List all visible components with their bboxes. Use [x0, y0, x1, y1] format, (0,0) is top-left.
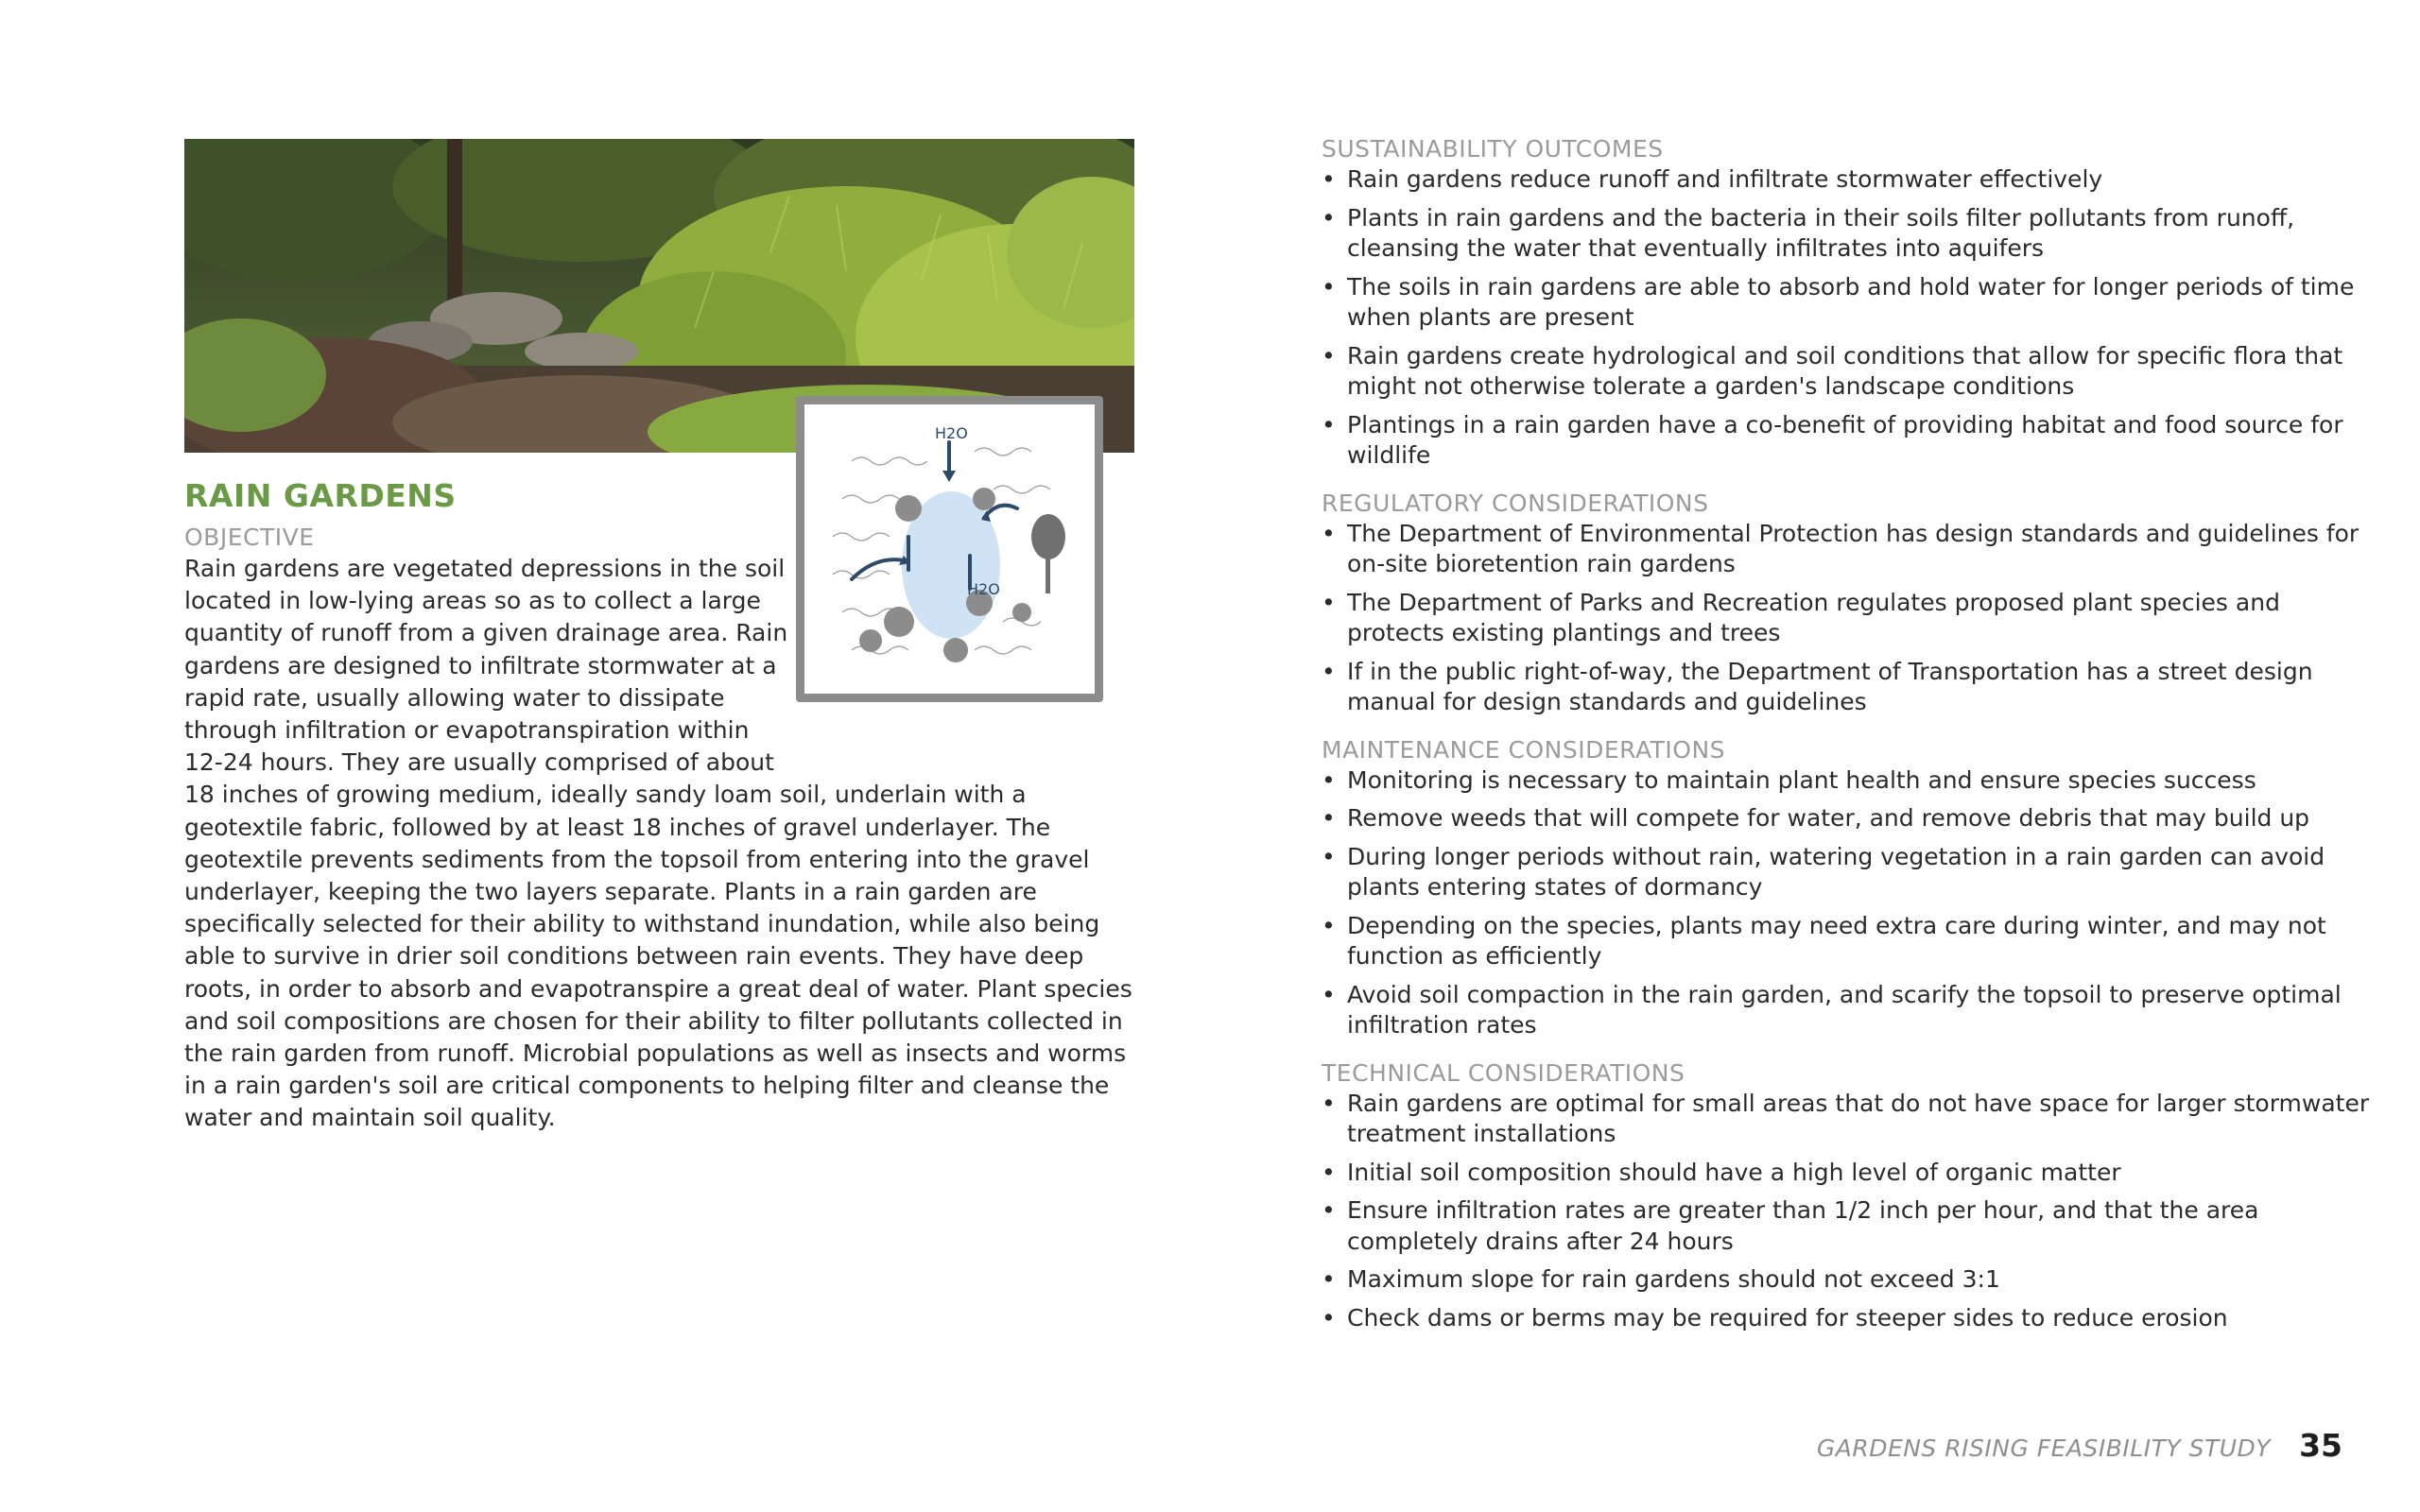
regulatory-list: [1322, 519, 2380, 718]
sustainability-list: [1322, 164, 2380, 472]
list-item: • The soils in rain gardens are able to absorb and hold water for longer periods of time when plants are present: [1322, 272, 2380, 334]
footer-title: GARDENS RISING FEASIBILITY STUDY: [1816, 1435, 2272, 1462]
list-item: • Rain gardens are optimal for small areas that do not have space for larger stormwater treatment installations: [1322, 1089, 2380, 1150]
list-item: • During longer periods without rain, watering vegetation in a rain garden can avoid plants entering states of dormancy: [1322, 842, 2380, 903]
list-item: • Avoid soil compaction in the rain garden, and scarify the topsoil to preserve optimal infiltration rates: [1322, 980, 2380, 1041]
technical-heading: TECHNICAL CONSIDERATIONS: [1322, 1058, 1685, 1087]
list-item: • Rain gardens reduce runoff and infiltrate stormwater effectively: [1322, 164, 2380, 196]
sustainability-section: [1322, 133, 2380, 472]
maintenance-list: [1322, 765, 2380, 1041]
list-item: • The Department of Parks and Recreation regulates proposed plant species and protects existing plantings and trees: [1322, 588, 2380, 649]
list-item: • Initial soil composition should have a high level of organic matter: [1322, 1158, 2380, 1189]
regulatory-heading: REGULATORY CONSIDERATIONS: [1322, 489, 1709, 517]
list-item: • Plants in rain gardens and the bacteria in their soils filter pollutants from runoff, cleansing the water that eventually infiltrates into aquifers: [1322, 203, 2380, 265]
list-item: • Rain gardens create hydrological and soil conditions that allow for specific flora that might not otherwise tolerate a garden's landscape conditions: [1322, 341, 2380, 403]
page-title: RAIN GARDENS: [184, 477, 457, 514]
list-item: • Check dams or berms may be required for steeper sides to reduce erosion: [1322, 1303, 2380, 1334]
diagram-label-top: H2O: [935, 424, 968, 442]
maintenance-section: [1322, 734, 2380, 1041]
list-item: • Ensure infiltration rates are greater than 1/2 inch per hour, and that the area completely drains after 24 hours: [1322, 1195, 2380, 1257]
regulatory-section: [1322, 488, 2380, 718]
objective-heading: OBJECTIVE: [184, 524, 315, 551]
list-item: • The Department of Environmental Protection has design standards and guidelines for on-site bioretention rain gardens: [1322, 519, 2380, 580]
page-footer: [1817, 1427, 2342, 1464]
page-number: 35: [2299, 1427, 2342, 1464]
right-column: [1322, 133, 2380, 1349]
list-item: • Monitoring is necessary to maintain plant health and ensure species success: [1322, 765, 2380, 797]
list-item: • Remove weeds that will compete for water, and remove debris that may build up: [1322, 803, 2380, 834]
list-item: • Plantings in a rain garden have a co-benefit of providing habitat and food source for wildlife: [1322, 410, 2380, 472]
list-item: • If in the public right-of-way, the Department of Transportation has a street design manual for design standards and guidelines: [1322, 657, 2380, 718]
maintenance-heading: MAINTENANCE CONSIDERATIONS: [1322, 735, 1726, 764]
sustainability-heading: SUSTAINABILITY OUTCOMES: [1322, 135, 1664, 163]
left-column: [184, 477, 1134, 1135]
list-item: • Depending on the species, plants may need extra care during winter, and may not function as efficiently: [1322, 911, 2380, 972]
objective-text: Rain gardens are vegetated depressions in the soil located in low-lying areas so as to collect a large quantity of runoff from a given drainage area. Rain gardens are designed to infiltrate stormwater at a rapid rate, usually allowing water to dissipate through infiltration or evapotranspiration within 12-24 hours. They are usually comprised of about 18 inches of growing medium, ideally sandy loam soil, underlain with a geotextile fabric, followed by at least 18 inches of gravel underlayer. The geotextile prevents sediments from the topsoil from entering into the gravel underlayer, keeping the two layers separate. Plants in a rain garden are specifically selected for their ability to withstand inundation, while also being able to survive in drier soil conditions between rain events. They have deep roots, in order to absorb and evapotranspire a great deal of water. Plant species and soil compositions are chosen for their ability to filter pollutants collected in the rain garden from runoff. Microbial populations as well as insects and worms in a rain garden's soil are critical components to helping filter and cleanse the water and maintain soil quality.: [184, 555, 1132, 1132]
diagram-wrap-spacer: [794, 553, 1134, 778]
diagram-label-bottom: H2O: [967, 580, 1000, 598]
technical-list: [1322, 1089, 2380, 1334]
technical-section: [1322, 1057, 2380, 1334]
list-item: • Maximum slope for rain gardens should not exceed 3:1: [1322, 1264, 2380, 1296]
